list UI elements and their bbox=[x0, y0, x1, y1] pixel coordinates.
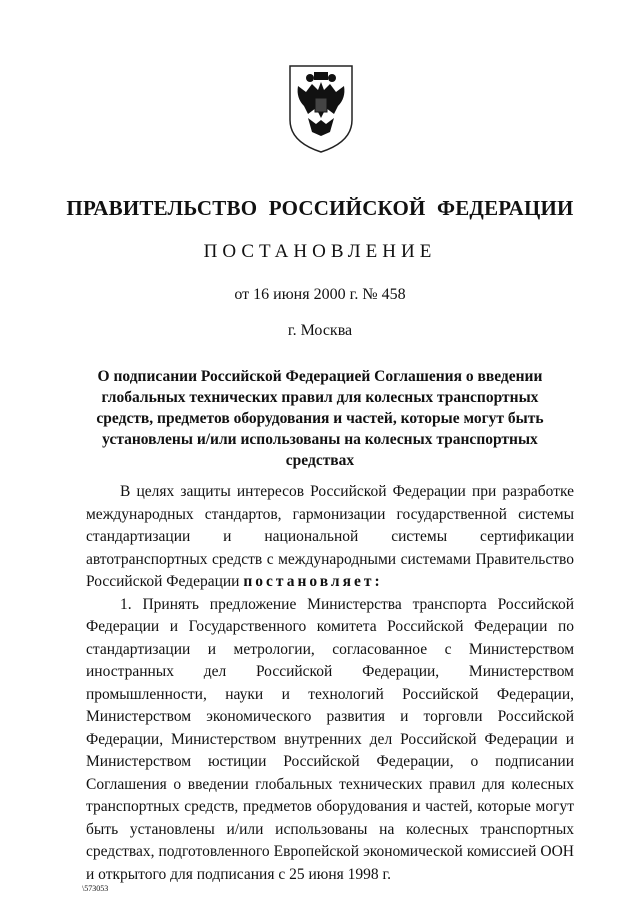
document-subject: О подписании Российской Федерацией Соглашения о введении глобальных технических правил для колесных транспортных средств, предметов оборудования и частей, которые могут быть установлены и/или использованы на колесных транспортных средствах bbox=[96, 368, 544, 469]
double-headed-eagle-icon bbox=[286, 62, 356, 154]
document-type: ПОСТАНОВЛЕНИЕ bbox=[203, 241, 437, 262]
preamble-paragraph bbox=[86, 481, 574, 594]
preamble-text: В целях защиты интересов Российской Федерации при разработке международных стандартов, гармонизации государственной системы стандартизации и национальной системы сертификации автотранспортных средств с международными системами Правительство Российской Федерации bbox=[86, 483, 574, 590]
resolves-word: постановляет: bbox=[243, 573, 383, 590]
document-body bbox=[86, 481, 574, 886]
document-city: г. Москва bbox=[287, 322, 353, 339]
issuing-authority: ПРАВИТЕЛЬСТВО РОССИЙСКОЙ ФЕДЕРАЦИИ bbox=[66, 196, 574, 220]
footer-code: \573053 bbox=[82, 884, 109, 893]
item-1-paragraph: 1. Принять предложение Министерства транспорта Российской Федерации и Государственного комитета Российской Федерации по стандартизации и метрологии, согласованное с Министерством иностранных дел Российской Федерации, Министерством промышленности, науки и технологий Российской Федерации, Министерством экономического развития и торговли Российской Федерации, Министерством внутренних дел Российской Федерации и Министерством юстиции Российской Федерации, о подписании Соглашения о введении глобальных технических правил для колесных транспортных средств, предметов оборудования и частей, которые могут быть установлены и/или использованы на колесных транспортных средствах, подготовленного Европейской экономической комиссией ООН и открытого для подписания с 25 июня 1998 г. bbox=[86, 595, 574, 883]
document-date-number: от 16 июня 2000 г. № 458 bbox=[234, 286, 406, 303]
